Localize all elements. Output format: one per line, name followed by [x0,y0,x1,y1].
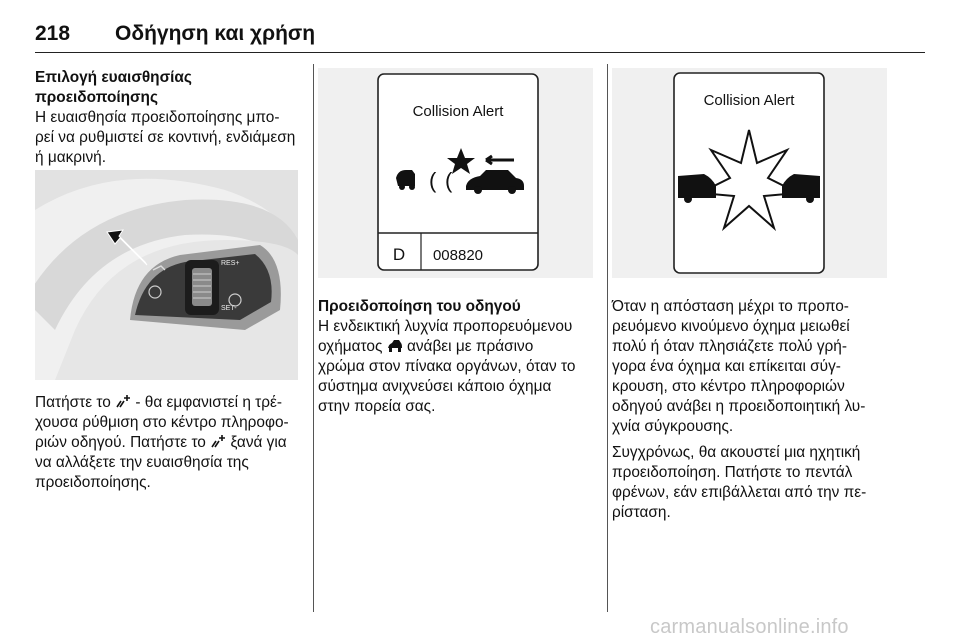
collision-alert-figure [612,68,887,278]
section-heading-driver-warning: Προειδοποίηση του οδηγού [318,298,521,315]
display-title: Collision Alert [703,92,795,109]
distance-button-icon [115,395,131,409]
column-divider-1 [313,64,314,612]
collision-paragraph-2: Συγχρόνως, θα ακουστεί μια ηχητική προειδοποίηση. Πατήστε το πεντάλ φρένων, εάν επιβάλλεται από την πε- ρίσταση. [612,444,867,521]
code-number: 008820 [432,247,484,264]
column-1-bottom: Πατήστε το - θα εμφανιστεί η τρέ- χουσα ρύθμιση στο κέντρο πληροφο- ριών οδηγού. Πατήστε το ξανά για να αλλάξετε την ευαισθησία της προειδοποίησης. [35,394,289,491]
vehicle-ahead-icon [387,340,403,353]
running-title: Οδήγηση και χρήση [115,22,316,45]
page-header [35,22,925,53]
column-2-text: Προειδοποίηση του οδηγού Η ενδεικτική λυχνία προπορευόμενου οχήματος ανάβει με πράσινο χρώμα στον πίνακα οργάνων, όταν το σύστημα ανιχνεύσει κάποιο όχημα στην πορεία σας. [318,297,600,417]
page-number: 218 [35,22,71,45]
distance-button-icon [210,435,226,449]
svg-text:(: ( [445,168,453,193]
column-1-top [35,68,300,168]
column-3-text [612,297,894,529]
watermark: carmanualsonline.info [650,616,849,638]
steering-wheel-figure [35,170,298,380]
res-label: RES+ [221,260,240,267]
code-letter: D [392,245,406,264]
display-title: Collision Alert [412,103,504,120]
column-divider-2 [607,64,608,612]
vehicle-ahead-display-figure [318,68,593,278]
set-label: SET- [221,305,237,312]
section-heading-sensitivity: Επιλογή ευαισθησίας προειδοποίησης [35,69,192,106]
svg-text:(: ( [429,168,437,193]
sensitivity-intro: Η ευαισθησία προειδοποίησης μπο- ρεί να ρυθμιστεί σε κοντινή, ενδιάμεση ή μακρινή. [35,109,296,166]
collision-paragraph-1: Όταν η απόσταση μέχρι το προπο- ρευόμενο κινούμενο όχημα μειωθεί πολύ ή όταν πλησιάζετε πολύ γρή- γορα ένα όχημα και επίκειται σύγ- κρουση, στο κέντρο πληροφοριών οδηγού ανάβει η προειδοποιητική λυ- χνία σύγκρουσης. [612,298,866,435]
